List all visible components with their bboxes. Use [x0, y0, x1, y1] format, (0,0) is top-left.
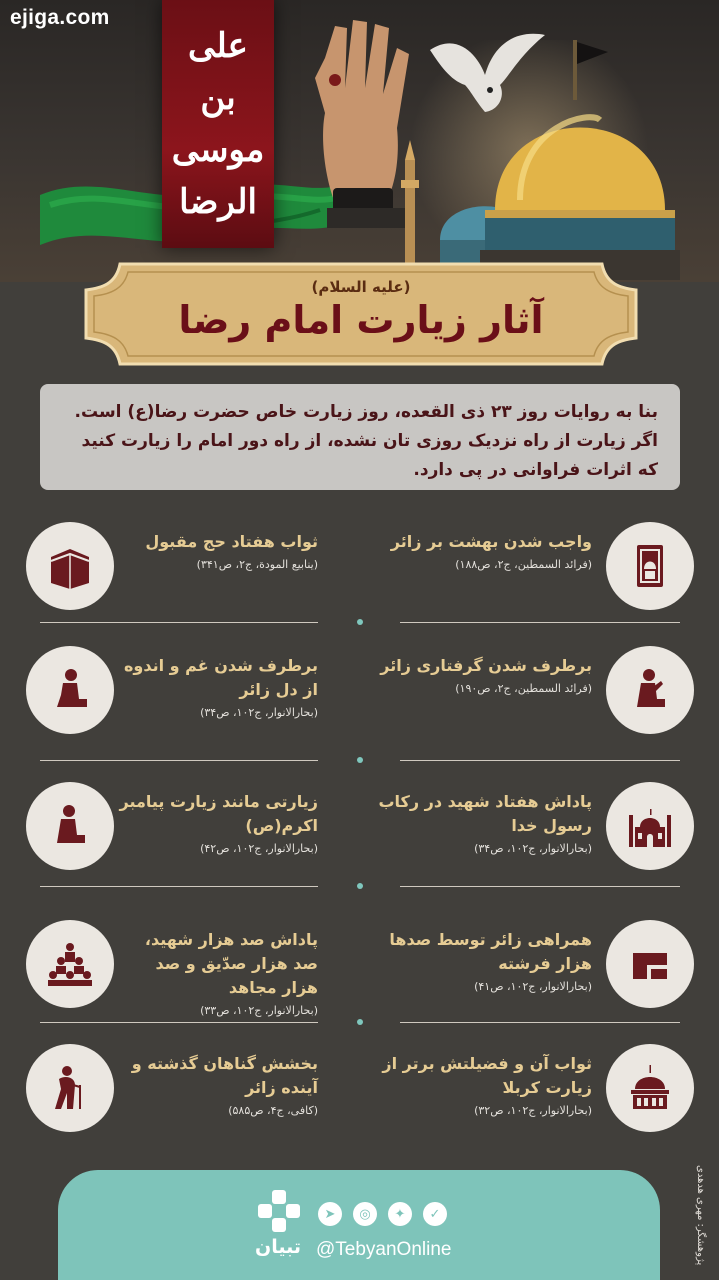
site-watermark: ejiga.com: [10, 6, 110, 29]
benefit-badge: [26, 920, 114, 1008]
benefit-title: ثواب هفتاد حج مقبول: [145, 532, 318, 551]
praying-person-icon: [45, 665, 95, 715]
benefit-item: [364, 782, 694, 882]
benefit-title: همراهی زائر توسط صدها هزار فرشته: [389, 930, 592, 973]
benefit-badge: [26, 782, 114, 870]
praying-person-icon: [45, 801, 95, 851]
tebyan-logo-text: تبیان: [255, 1236, 301, 1258]
benefit-title: پاداش هفتاد شهید در رکاب رسول خدا: [378, 792, 592, 835]
benefit-badge: [26, 646, 114, 734]
benefit-item: [20, 920, 350, 1020]
intro-text-box: بنا به روایات روز ۲۳ ذی القعده، روز زیارت خاص حضرت رضا(ع) است. اگر زیارت از راه نزدیک روزی تان نشده، از راه دور امام را زیارت کنید که اثرات فراوانی در پی دارد.: [40, 384, 680, 490]
benefit-badge: [606, 920, 694, 1008]
benefit-source: (بحارالانوار، ج۱۰۲، ص۴۲): [200, 842, 318, 855]
benefit-title: زیارتی مانند زیارت پیامبر اکرم(ص): [119, 792, 318, 835]
benefit-item: [20, 522, 350, 622]
row-divider: [40, 886, 318, 887]
twitter-icon[interactable]: ✦: [388, 1202, 412, 1226]
crowd-icon: [45, 939, 95, 989]
benefit-title: بخشش گناهان گذشته و آینده زائر: [131, 1054, 318, 1097]
golden-dome-illustration: [480, 40, 680, 280]
row-divider: [400, 622, 680, 623]
telegram-icon[interactable]: ➤: [318, 1202, 342, 1226]
elder-walking-icon: [45, 1063, 95, 1113]
praying-person-icon: [625, 665, 675, 715]
page-title: آثار زیارت امام رضا: [178, 298, 544, 342]
row-divider: [400, 1022, 680, 1023]
benefit-badge: [26, 522, 114, 610]
row-divider: [400, 760, 680, 761]
benefit-source: (ینابیع المودة، ج۲، ص۳۴۱): [196, 558, 318, 571]
benefit-item: [364, 920, 694, 1020]
kaaba-icon: [45, 541, 95, 591]
benefit-item: [364, 646, 694, 746]
prayer-rug-icon: [625, 541, 675, 591]
benefit-item: [364, 522, 694, 622]
benefit-title: برطرف شدن گرفتاری زائر: [380, 656, 592, 675]
instagram-icon[interactable]: ◎: [353, 1202, 377, 1226]
divider-dot: [357, 757, 363, 763]
benefit-item: [20, 1044, 350, 1144]
row-divider: [40, 760, 318, 761]
row-divider: [40, 622, 318, 623]
header-banner: [0, 0, 719, 282]
benefit-item: [20, 782, 350, 882]
benefit-badge: [606, 646, 694, 734]
shrine-dome-icon: [625, 1063, 675, 1113]
benefit-source: (فرائد السمطین، ج۲، ص۱۹۰): [455, 682, 592, 695]
divider-dot: [357, 883, 363, 889]
mosque-icon: [625, 801, 675, 851]
researcher-credit: پژوهشگر: مهری هدهدی: [695, 1164, 706, 1265]
verified-icon[interactable]: ✓: [423, 1202, 447, 1226]
banner-calligraphy: علی بن موسی الرضا: [171, 26, 265, 222]
title-plaque: [80, 258, 642, 370]
benefit-source: (بحارالانوار، ج۱۰۲، ص۳۴): [474, 842, 592, 855]
row-divider: [400, 886, 680, 887]
benefit-source: (بحارالانوار، ج۱۰۲، ص۳۳): [200, 1004, 318, 1017]
benefit-title: پاداش صد هزار شهید، صد هزار صدّیق و صد هزار مجاهد: [144, 930, 318, 997]
divider-dot: [357, 619, 363, 625]
social-handle[interactable]: @TebyanOnline: [316, 1239, 452, 1260]
tebyan-logo-icon: [250, 1188, 310, 1238]
divider-dot: [357, 1019, 363, 1025]
benefit-title: واجب شدن بهشت بر زائر: [390, 532, 592, 551]
social-links: [318, 1202, 447, 1226]
benefit-title: برطرف شدن غم و اندوه از دل زائر: [123, 656, 318, 699]
benefit-badge: [606, 522, 694, 610]
benefit-badge: [606, 1044, 694, 1132]
row-divider: [40, 1022, 318, 1023]
benefit-title: ثواب آن و فضیلتش برتر از زیارت کربلا: [382, 1054, 592, 1097]
benefit-badge: [26, 1044, 114, 1132]
title-honorific: (علیه السلام): [311, 278, 411, 296]
benefit-source: (بحارالانوار، ج۱۰۲، ص۴۱): [474, 980, 592, 993]
benefit-source: (بحارالانوار، ج۱۰۲، ص۳۲): [474, 1104, 592, 1117]
red-banner-flag: [162, 0, 274, 248]
benefit-source: (کافی، ج۴، ص۵۸۵): [228, 1104, 318, 1117]
benefit-badge: [606, 782, 694, 870]
benefit-source: (فرائد السمطین، ج۲، ص۱۸۸): [455, 558, 592, 571]
hand-gesture-icon: [625, 939, 675, 989]
benefit-item: [364, 1044, 694, 1144]
benefit-item: [20, 646, 350, 746]
benefit-source: (بحارالانوار، ج۱۰۲، ص۳۴): [200, 706, 318, 719]
